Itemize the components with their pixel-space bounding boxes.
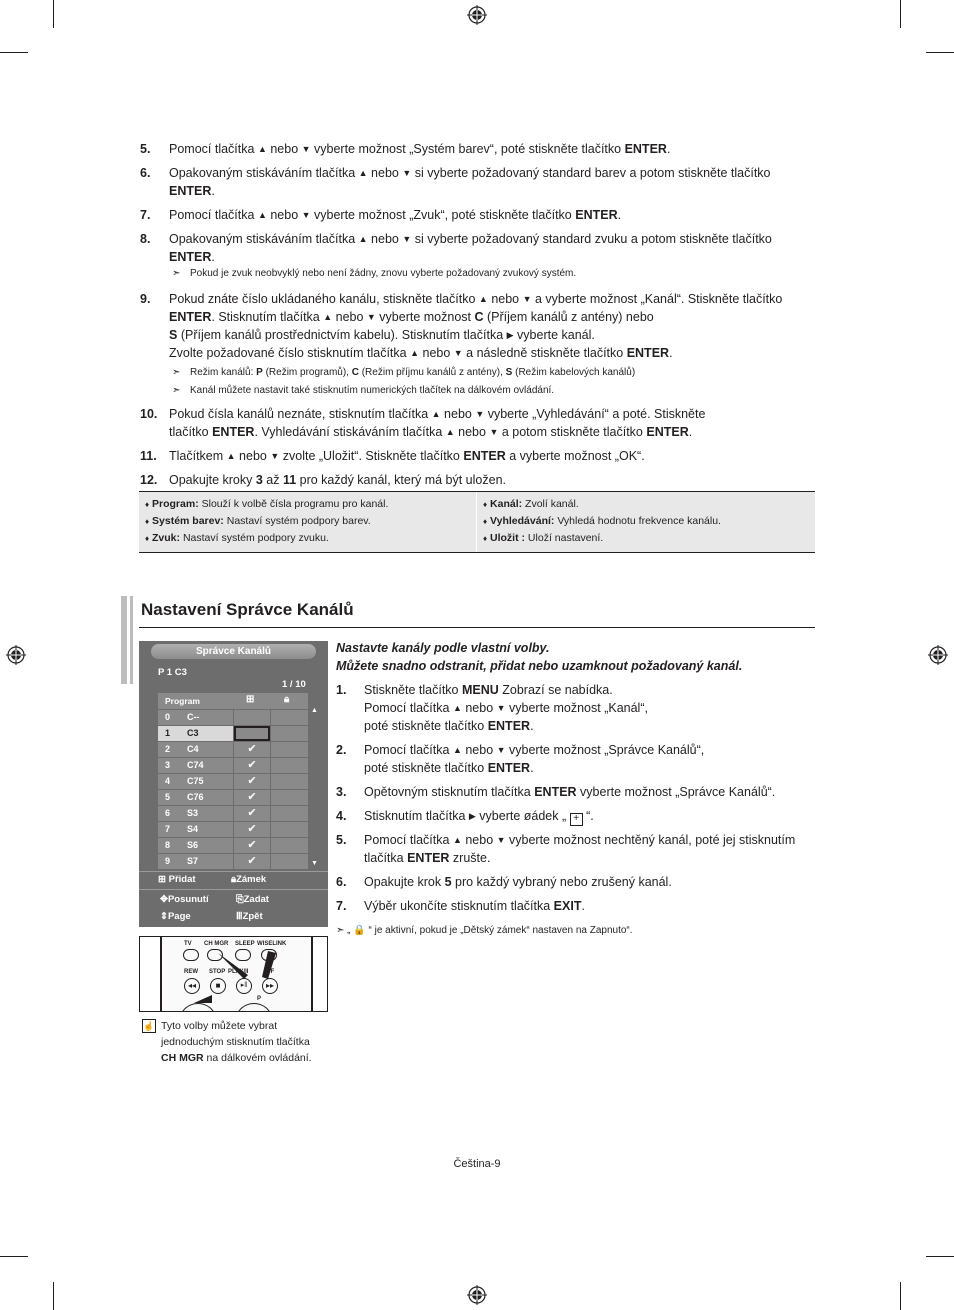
tv-page-hint xyxy=(160,911,191,922)
check-icon[interactable]: ✔ xyxy=(234,758,270,773)
note-channel-mode xyxy=(172,365,635,380)
lock-icon: 🔒︎ xyxy=(231,874,237,885)
tv-enter-hint xyxy=(236,894,269,905)
tv-menu-title: Správce Kanálů xyxy=(151,644,316,659)
check-icon[interactable]: ✔ xyxy=(234,838,270,853)
lock-note xyxy=(336,923,633,938)
fast-forward-icon[interactable]: ▸▸ xyxy=(262,978,278,994)
step-number: 3. xyxy=(336,785,347,799)
lock-cell[interactable] xyxy=(271,774,308,789)
play-pause-icon[interactable]: ▸‖ xyxy=(236,978,252,994)
intro-line-1: Nastavte kanály podle vlastní volby. xyxy=(336,641,550,655)
step-text: Tlačítkem ▲ nebo ▼ zvolte „Uložit“. Stiskněte tlačítko ENTER a vyberte možnost „OK“. xyxy=(169,449,645,463)
remote-sleep-label: SLEEP xyxy=(235,941,255,947)
crop-mark xyxy=(53,1282,54,1310)
add-label: Přidat xyxy=(168,874,196,885)
step-number: 7. xyxy=(336,899,347,913)
scroll-up-icon[interactable]: ▲ xyxy=(311,707,318,714)
tv-add-legend xyxy=(158,874,196,885)
lock-cell[interactable] xyxy=(271,838,308,853)
channel-name: C76 xyxy=(187,792,204,802)
step-number: 5. xyxy=(140,142,151,156)
info-item: ♦ Kanál: Zvolí kanál. xyxy=(483,498,579,510)
remote-wiselink-label: WISELINK xyxy=(257,941,287,947)
lock-cell[interactable] xyxy=(271,790,308,805)
remote-rew-label: REW xyxy=(184,969,198,975)
remote-stop-label: STOP xyxy=(209,969,226,975)
step-text: Pomocí tlačítka ▲ nebo ▼ vyberte možnost nechtěný kanál, poté jej stisknutím tlačítka ENTER zrušte. xyxy=(364,833,796,865)
tv-back-hint xyxy=(236,911,263,922)
tv-lock-legend xyxy=(231,874,266,885)
channel-name: S4 xyxy=(187,824,199,834)
back-icon: Ⅲ xyxy=(236,911,243,922)
info-item: ♦ Uložit : Uloží nastavení. xyxy=(483,532,604,544)
channel-row[interactable] xyxy=(158,774,308,789)
remote-control-image xyxy=(139,936,328,1012)
channel-number: 3 xyxy=(165,760,171,770)
info-item: ♦ Zvuk: Nastaví systém podpory zvuku. xyxy=(145,532,329,544)
channel-row[interactable] xyxy=(158,710,308,725)
channel-row[interactable] xyxy=(158,758,308,773)
channel-number: 9 xyxy=(165,856,171,866)
pointer-arrow-icon xyxy=(218,949,278,981)
move-icon: ✥ xyxy=(160,894,168,905)
step-text: Pomocí tlačítka ▲ nebo ▼ vyberte možnost „Systém barev“, poté stiskněte tlačítko ENTER. xyxy=(169,142,671,156)
note-arrow-icon: ➣ xyxy=(172,268,181,279)
registration-mark-icon xyxy=(928,645,948,665)
rewind-icon[interactable]: ◂◂ xyxy=(184,978,200,994)
channel-name: S6 xyxy=(187,840,199,850)
channel-name: C-- xyxy=(187,712,200,722)
move-label: Posunutí xyxy=(167,894,209,905)
check-icon[interactable]: ✔ xyxy=(234,854,270,869)
note-sound xyxy=(172,266,576,281)
add-icon: ⊞ xyxy=(246,694,255,705)
step-number: 7. xyxy=(140,208,151,222)
channel-number: 6 xyxy=(165,808,171,818)
step-text: Opakovaným stiskáváním tlačítka ▲ nebo ▼ si vyberte požadovaný standard barev a potom stiskněte tlačítko ENTER. xyxy=(169,166,771,198)
step-number: 12. xyxy=(140,473,158,487)
lock-cell[interactable] xyxy=(271,710,308,725)
remote-note-text: Tyto volby můžete vybrat jednoduchým stisknutím tlačítka CH MGR na dálkovém ovládání. xyxy=(161,1020,312,1064)
step-number: 8. xyxy=(140,232,151,246)
channel-name: S7 xyxy=(187,856,199,866)
remote-tv-button[interactable] xyxy=(183,949,199,961)
check-icon[interactable]: ✔ xyxy=(234,822,270,837)
remote-p-label: P xyxy=(257,996,262,1002)
step-text: Opětovným stisknutím tlačítka ENTER vyberte možnost „Správce Kanálů“. xyxy=(364,785,776,799)
enter-label: Zadat xyxy=(243,894,269,905)
page-label: Page xyxy=(167,911,191,922)
note-text: Režim kanálů: P (Režim programů), C (Režim příjmu kanálů z antény), S (Režim kabelových kanálů) xyxy=(190,367,636,378)
crop-mark xyxy=(926,52,954,53)
info-column-right xyxy=(483,496,813,547)
step-number: 6. xyxy=(140,166,151,180)
lock-cell[interactable] xyxy=(271,758,308,773)
check-icon[interactable]: ✔ xyxy=(234,774,270,789)
crop-mark xyxy=(0,52,28,53)
channel-name: C75 xyxy=(187,776,204,786)
scroll-down-icon[interactable]: ▼ xyxy=(311,860,318,867)
step-text: Pomocí tlačítka ▲ nebo ▼ vyberte možnost „Zvuk“, poté stiskněte tlačítko ENTER. xyxy=(169,208,622,222)
channel-number: 1 xyxy=(165,728,171,738)
tv-current-channel: P 1 C3 xyxy=(158,667,187,678)
enter-icon: ⎘ xyxy=(236,894,244,905)
note-arrow-icon: ➣ xyxy=(336,925,348,936)
tv-move-hint xyxy=(160,894,209,905)
crop-mark xyxy=(0,1256,28,1257)
channel-number: 5 xyxy=(165,792,171,802)
info-item: ♦ Program: Slouží k volbě čísla programu pro kanál. xyxy=(145,498,389,510)
channel-row[interactable] xyxy=(158,806,308,821)
step-text: Opakujte kroky 3 až 11 pro každý kanál, který má být uložen. xyxy=(169,473,506,487)
lock-cell[interactable] xyxy=(271,854,308,869)
check-icon[interactable]: ✔ xyxy=(234,806,270,821)
channel-number: 8 xyxy=(165,840,171,850)
tv-page-indicator: 1 / 10 xyxy=(282,679,306,690)
remote-chmgr-label: CH MGR xyxy=(204,941,229,947)
intro-line-2: Můžete snadno odstranit, přidat nebo uzamknout požadovaný kanál. xyxy=(336,659,743,673)
remote-note-icon: ☝ xyxy=(143,1021,155,1031)
volume-icon xyxy=(194,995,212,1003)
step-text: Opakujte krok 5 pro každý vybraný nebo zrušený kanál. xyxy=(364,875,672,889)
step-text: Výběr ukončíte stisknutím tlačítka EXIT. xyxy=(364,899,585,913)
step-number: 5. xyxy=(336,833,347,847)
channel-name: C3 xyxy=(187,728,199,738)
channel-name: S3 xyxy=(187,808,199,818)
note-text: Kanál můžete nastavit také stisknutím numerických tlačítek na dálkovém ovládání. xyxy=(190,385,555,396)
note-arrow-icon: ➣ xyxy=(172,385,181,396)
channel-row[interactable] xyxy=(158,726,308,741)
step-text: Stiskněte tlačítko MENU Zobrazí se nabídka. Pomocí tlačítka ▲ nebo ▼ vyberte možnost „Kanál“, poté stiskněte tlačítko ENTER. xyxy=(364,683,648,733)
step-number: 2. xyxy=(336,743,347,757)
info-column-left xyxy=(145,496,475,547)
lock-icon: 🔒︎ xyxy=(284,694,290,705)
section-title: Nastavení Správce Kanálů xyxy=(141,600,354,619)
crop-mark xyxy=(926,1256,954,1257)
page-icon: ⇕ xyxy=(160,911,168,922)
lock-cell[interactable] xyxy=(271,742,308,757)
add-cell[interactable] xyxy=(234,710,270,725)
crop-mark xyxy=(53,0,54,28)
channel-row[interactable] xyxy=(158,854,308,869)
step-number: 11. xyxy=(140,449,157,463)
channel-row[interactable] xyxy=(158,838,308,853)
channel-row[interactable] xyxy=(158,790,308,805)
add-icon: ⊞ xyxy=(158,874,166,885)
tv-menu-screenshot xyxy=(139,641,328,927)
note-arrow-icon: ➣ xyxy=(172,367,181,378)
info-item: ♦ Systém barev: Nastaví systém podpory barev. xyxy=(145,515,371,527)
tv-col-program: Program xyxy=(165,696,200,706)
page-footer: Čeština-9 xyxy=(453,1158,501,1170)
step-text: Pomocí tlačítka ▲ nebo ▼ vyberte možnost „Správce Kanálů“, poté stiskněte tlačítko ENTER. xyxy=(364,743,705,775)
registration-mark-icon xyxy=(467,5,487,25)
add-cell[interactable] xyxy=(234,726,270,741)
registration-mark-icon xyxy=(6,645,26,665)
step-number: 10. xyxy=(140,407,158,421)
step-text: Pokud znáte číslo ukládaného kanálu, stiskněte tlačítko ▲ nebo ▼ a vyberte možnost „Kanál“. Stiskněte tlačítko ENTER. Stisknutím tlačítka ▲ nebo ▼ vyberte možnost C (Příjem kanálů z antény) nebo S (Příjem kanálů prostřednictvím kabelu). Stisknutím tlačítka ▶ vyberte kanál. Zvolte požadované číslo stisknutím tlačítka ▲ nebo ▼ a následně stiskněte tlačítko ENTER. xyxy=(169,292,783,360)
note-text: Pokud je zvuk neobvyklý nebo není žádny, znovu vyberte požadovaný zvukový systém. xyxy=(190,268,577,279)
lock-note-text: „ 🔒 “ je aktivní, pokud je „Dětský zámek“ nastaven na Zapnuto“. xyxy=(347,925,633,936)
info-item: ♦ Vyhledávání: Vyhledá hodnotu frekvence kanálu. xyxy=(483,515,721,527)
lock-cell[interactable] xyxy=(271,726,308,741)
remote-ff-label: FF xyxy=(267,969,275,975)
lock-label: Zámek xyxy=(236,874,267,885)
remote-tv-label: TV xyxy=(184,941,192,947)
step-text: Stisknutím tlačítka ▶ vyberte øádek „ + “. xyxy=(364,809,594,824)
back-label: Zpět xyxy=(242,911,263,922)
note-numeric xyxy=(172,383,554,398)
lock-cell[interactable] xyxy=(271,806,308,821)
channel-number: 2 xyxy=(165,744,171,754)
channel-number: 7 xyxy=(165,824,171,834)
registration-mark-icon xyxy=(467,1285,487,1305)
step-text: Opakovaným stiskáváním tlačítka ▲ nebo ▼ si vyberte požadovaný standard zvuku a potom stiskněte tlačítko ENTER. xyxy=(169,232,772,264)
channel-name: C74 xyxy=(187,760,204,770)
step-number: 4. xyxy=(336,809,347,823)
info-table xyxy=(139,491,815,553)
channel-row[interactable] xyxy=(158,822,308,837)
remote-play-label: PLAY/II xyxy=(228,969,249,975)
step-text: Pokud čísla kanálů neznáte, stisknutím tlačítka ▲ nebo ▼ vyberte „Vyhledávání“ a poté. Stiskněte tlačítko ENTER. Vyhledávání stiskáváním tlačítka ▲ nebo ▼ a potom stiskněte tlačítko ENTER. xyxy=(169,407,706,439)
channel-row[interactable] xyxy=(158,742,308,757)
step-number: 1. xyxy=(336,683,347,697)
channel-name: C4 xyxy=(187,744,199,754)
step-number: 9. xyxy=(140,292,151,306)
lock-cell[interactable] xyxy=(271,822,308,837)
stop-icon[interactable]: ■ xyxy=(210,978,226,994)
crop-mark xyxy=(900,1282,901,1310)
channel-number: 4 xyxy=(165,776,171,786)
check-icon[interactable]: ✔ xyxy=(234,790,270,805)
step-number: 6. xyxy=(336,875,347,889)
crop-mark xyxy=(900,0,901,28)
channel-number: 0 xyxy=(165,712,171,722)
check-icon[interactable]: ✔ xyxy=(234,742,270,757)
